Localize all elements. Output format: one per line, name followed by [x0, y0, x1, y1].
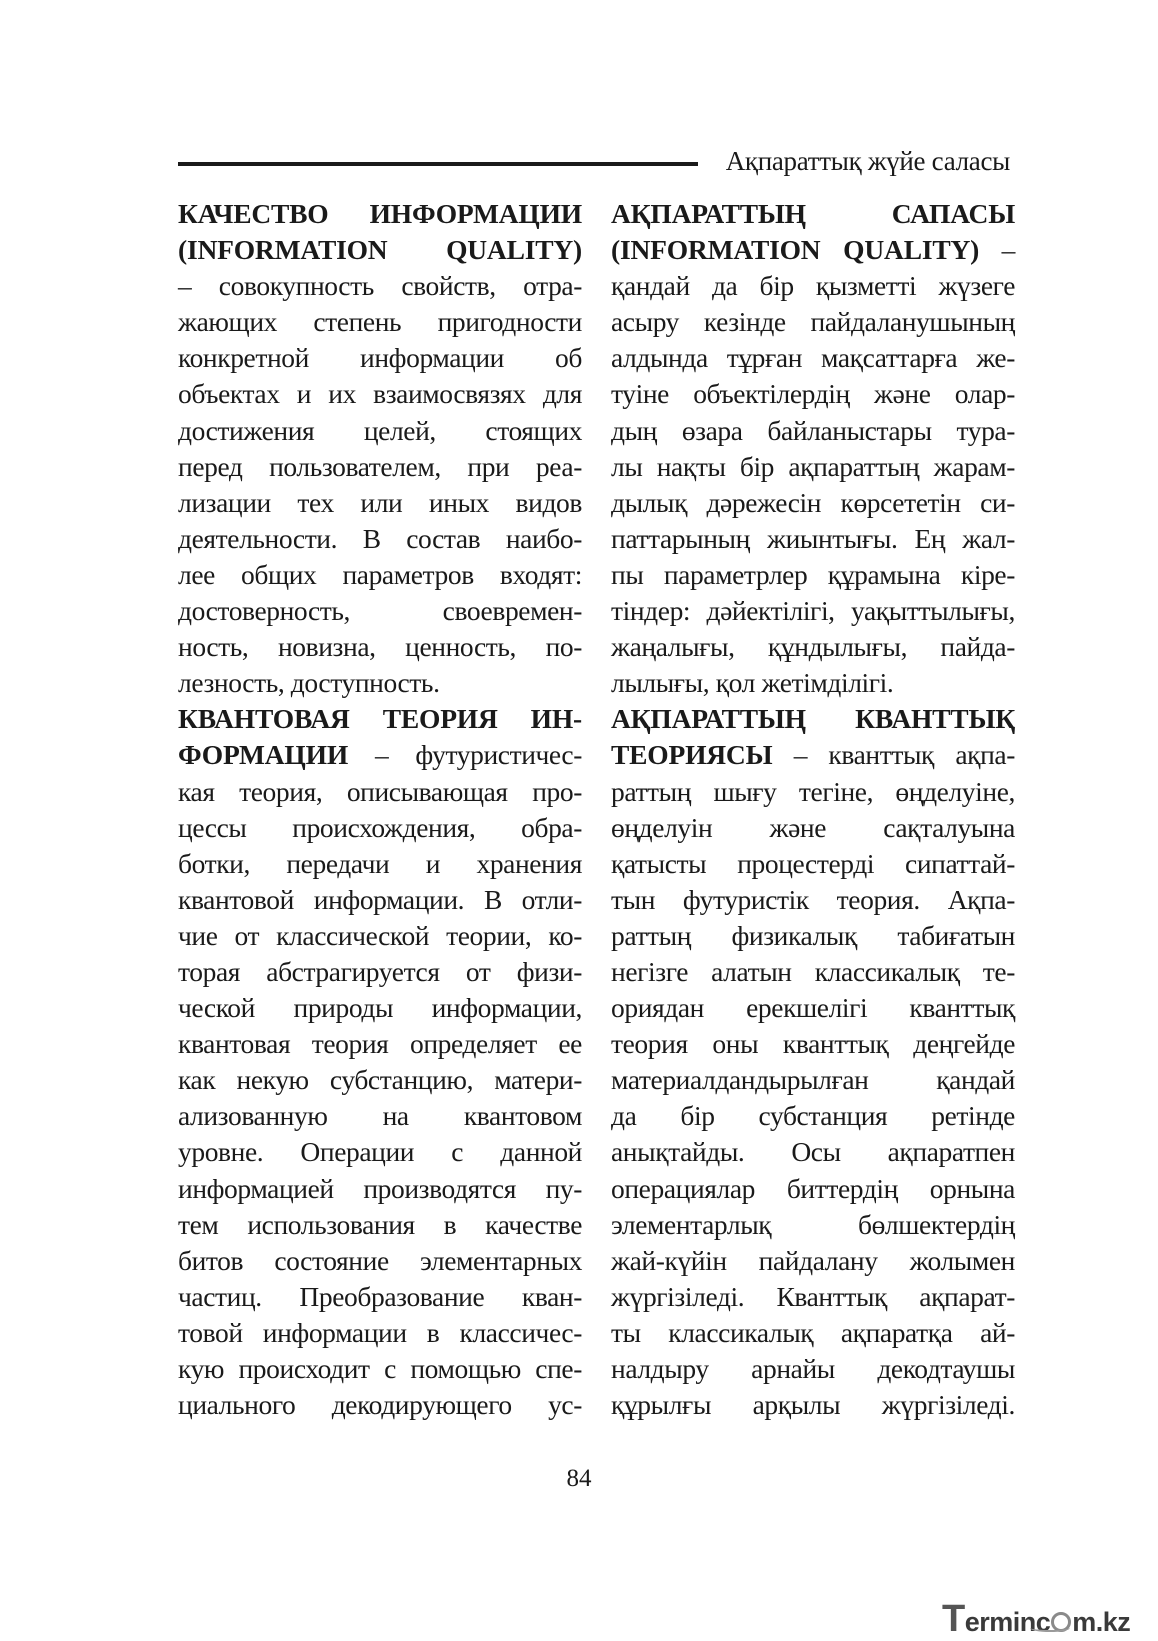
text-line: лезность, доступность. [178, 667, 440, 699]
text-line [178, 737, 582, 773]
text-line: қатысты процестерді сипаттай- [611, 847, 1015, 879]
text-line: объектах и их взаимосвязях для [178, 378, 582, 410]
text-line: тын футуристік теория. Ақпа- [611, 883, 1015, 915]
text-line: өңделуін және сақталуына [611, 811, 1015, 843]
text-line: анықтайды. Осы ақпаратпен [611, 1136, 1015, 1168]
text-line: материалдандырылған қандай [611, 1064, 1015, 1096]
text-line: раттың физикалық табиғатын [611, 919, 1015, 951]
text-line [611, 737, 1015, 773]
header-rule [178, 162, 698, 166]
text-line: негізге алатын классикалық те- [611, 955, 1015, 987]
text-line: лее общих параметров входят: [178, 558, 582, 590]
text-line: конкретной информации об [178, 342, 582, 374]
text-line: ты классикалық ақпаратқа ай- [611, 1316, 1015, 1348]
watermark-letter-t: T [942, 1598, 965, 1640]
left-column [178, 196, 582, 1423]
term-heading: ТЕОРИЯСЫ [611, 739, 773, 771]
text-line: да бір субстанция ретінде [611, 1100, 1015, 1132]
text-line: уровне. Операции с данной [178, 1136, 582, 1168]
text-line: циального декодирующего ус- [178, 1389, 582, 1421]
text-line: товой информации в классичес- [178, 1316, 582, 1348]
term-heading: КАЧЕСТВО ИНФОРМАЦИИ [178, 198, 582, 229]
text-line: как некую субстанцию, матери- [178, 1064, 582, 1096]
text-line: элементарлық бөлшектердің [611, 1208, 1015, 1240]
term-heading: АҚПАРАТТЫҢ САПАСЫ [611, 198, 1015, 229]
text-line: тіндер: дәйектілігі, уақыттылығы, [611, 595, 1015, 627]
text-line: алдында тұрған мақсаттарға же- [611, 342, 1015, 374]
text-line: лизации тех или иных видов [178, 486, 582, 518]
text-line: кая теория, описывающая про- [178, 775, 582, 807]
wave-icon [1030, 1624, 1070, 1632]
text-line: квантовой информации. В отли- [178, 883, 582, 915]
text-line: раттың шығу тегіне, өңделуіне, [611, 775, 1015, 807]
text-line: торая абстрагируется от физи- [178, 955, 582, 987]
text-line: пы параметрлер құрамына кіре- [611, 558, 1015, 590]
text-line: лылығы, қол жетімділігі. [611, 667, 894, 699]
watermark-text-2: m.kz [1072, 1607, 1131, 1637]
watermark-logo [942, 1598, 1142, 1640]
text-line: паттарының жиынтығы. Ең жал- [611, 522, 1015, 554]
text-line: цессы происхождения, обра- [178, 811, 582, 843]
text-line: жаңалығы, құндылығы, пайда- [611, 631, 1015, 663]
text-line: чие от классической теории, ко- [178, 919, 582, 951]
text-line: ботки, передачи и хранения [178, 847, 582, 879]
watermark-text-1: erminc [964, 1607, 1051, 1637]
right-column [611, 196, 1015, 1423]
text-line: асыру кезінде пайдаланушының [611, 306, 1015, 338]
text-line: – совокупность свойств, отра- [178, 270, 582, 302]
running-header: Ақпараттық жүйе саласы [725, 146, 1010, 176]
text-line: деятельности. В состав наибо- [178, 522, 582, 554]
text-line: жающих степень пригодности [178, 306, 582, 338]
term-heading: АҚПАРАТТЫҢ КВАНТТЫҚ [611, 703, 1015, 735]
text-line: ализованную на квантовом [178, 1100, 582, 1132]
text-line: дылық дәрежесін көрсететін си- [611, 486, 1015, 518]
text-line: квантовая теория определяет ее [178, 1028, 582, 1060]
text-line: теория оны кванттық деңгейде [611, 1028, 1015, 1060]
text-line: лы нақты бір ақпараттың жарам- [611, 450, 1015, 482]
term-heading: ФОРМАЦИИ [178, 739, 349, 771]
text-line: қандай да бір қызметті жүзеге [611, 270, 1015, 302]
text-line: дың өзара байланыстары тура- [611, 414, 1015, 446]
text-line: достоверность, своевремен- [178, 595, 582, 627]
text-line: налдыру арнайы декодтаушы [611, 1353, 1015, 1384]
text-line: құрылғы арқылы жүргізіледі. [611, 1389, 1015, 1421]
term-heading: (INFORMATION QUALITY) [611, 234, 980, 266]
page-number: 84 [566, 1465, 592, 1492]
text-line: битов состояние элементарных [178, 1244, 582, 1276]
text-line: жай-күйін пайдалану жолымен [611, 1244, 1015, 1276]
text-line: ность, новизна, ценность, по- [178, 631, 582, 663]
text-line: ориядан ерекшелігі кванттық [611, 992, 1015, 1024]
text-line: перед пользователем, при реа- [178, 450, 582, 482]
text-line: туіне объектілердің және олар- [611, 378, 1015, 410]
text-line: информацией производятся пу- [178, 1172, 582, 1204]
definition-text: – футуристичес- [348, 739, 582, 771]
definition-text: – [979, 234, 1016, 266]
text-line: тем использования в качестве [178, 1208, 582, 1240]
definition-text: – кванттық ақпа- [772, 739, 1015, 771]
term-heading: (INFORMATION QUALITY) [178, 234, 582, 266]
text-line [611, 232, 1015, 268]
text-line: ческой природы информации, [178, 992, 582, 1024]
text-line: кую происходит с помощью спе- [178, 1353, 582, 1384]
term-heading: КВАНТОВАЯ ТЕОРИЯ ИН- [178, 703, 582, 735]
text-line: частиц. Преобразование кван- [178, 1280, 582, 1312]
text-line: операциялар биттердің орнына [611, 1172, 1015, 1204]
text-line: достижения целей, стоящих [178, 414, 582, 446]
text-line: жүргізіледі. Кванттық ақпарат- [611, 1280, 1015, 1312]
